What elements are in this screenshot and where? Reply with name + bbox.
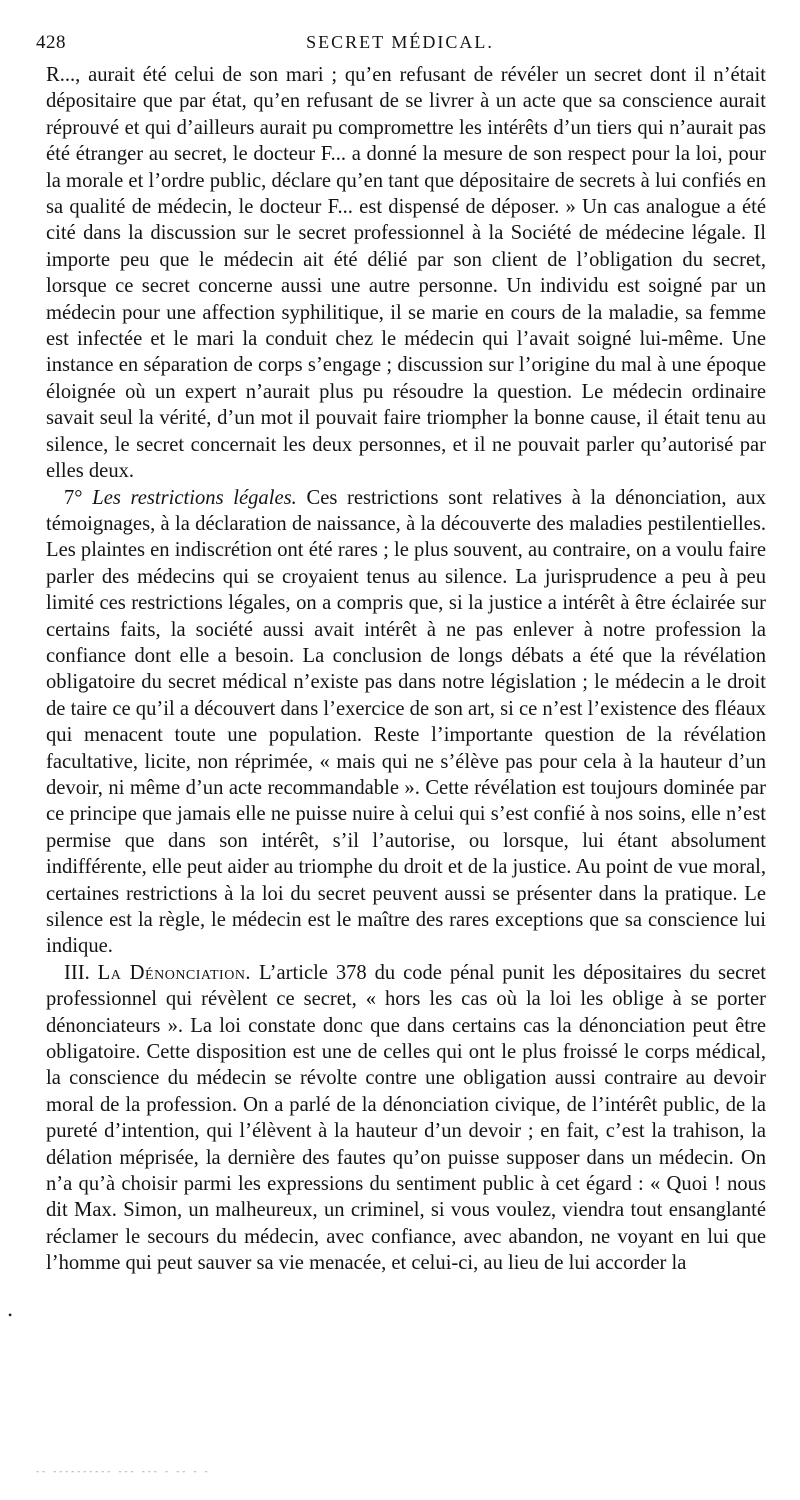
paragraph-restrictions bbox=[46, 485, 766, 960]
paragraph-restrictions-text: Ces restrictions sont relatives à la dénonciation, aux témoignages, à la déclaration de naissance, à la découverte des maladies pestilentielles. Les plaintes en indiscrétion ont été rares ; le plus souvent, au contraire, on a voulu faire parler des médecins qui se croyaient tenus au silence. La jurisprudence a peu à peu limité ces restrictions légales, on a compris que, si la justice a intérêt à être éclairée sur certains faits, la société aussi avait intérêt à ne pas enlever à notre profession la confiance dont elle a besoin. La conclusion de longs débats a été que la révélation obligatoire du secret médical n’existe pas dans notre législation ; le médecin a le droit de taire ce qu’il a découvert dans l’exercice de son art, si ce n’est l’existence des fléaux qui menacent toute une population. Reste l’importante question de la révélation facultative, licite, non réprimée, « mais qui ne s’élève pas pour cela à la hauteur d’un devoir, ni même d’un acte recommandable ». Cette révélation est toujours dominée par ce principe que jamais elle ne puisse nuire à celui qui s’est confié à nos soins, elle n’est permise que dans son intérêt, s’il l’autorise, ou lorsque, lui étant absolument indifférente, elle peut aider au triomphe du droit et de la justice. Au point de vue moral, certaines restrictions à la loi du secret peuvent aussi se présenter dans la pratique. Le silence est la règle, le médecin est le maître des rares exceptions que sa conscience lui indique. bbox=[46, 486, 767, 958]
section-heading-restrictions: Les restrictions légales. bbox=[92, 486, 297, 509]
page-body bbox=[46, 62, 766, 1277]
section-number: III. bbox=[64, 961, 98, 984]
paragraph-continuation: R..., aurait été celui de son mari ; qu’en refusant de révéler un secret dont il n’était dépositaire que par état, qu’en refusant de se livrer à un acte que sa conscience aurait réprouvé et qui d’ailleurs aurait pu compromettre les intérêts d’un tiers qui n’aurait pas été étranger au secret, le docteur F... a donné la mesure de son respect pour la loi, pour la morale et l’ordre public, déclare qu’en tant que dépositaire de secrets à lui confiés en sa qualité de médecin, le docteur F... est dispensé de déposer. » Un cas analogue a été cité dans la discussion sur le secret professionnel à la Société de médecine légale. Il importe peu que le médecin ait été délié par son client de l’obligation du secret, lorsque ce secret concerne aussi une autre personne. Un individu est soigné par un médecin pour une affection syphilitique, il se marie en cours de la maladie, sa femme est infectée et le mari la conduit chez le médecin qui l’avait soigné lui-même. Une instance en séparation de corps s’engage ; discussion sur l’origine du mal à une époque éloignée où un expert n’aurait plus pu résoudre la question. Le médecin ordinaire savait seul la vérité, d’un mot il pouvait faire triompher la bonne cause, il était tenu au silence, le secret concernait les deux personnes, et il ne pouvait parler qu’autorisé par elles deux. bbox=[46, 64, 766, 483]
section-heading-denonciation: La Dénonciation. bbox=[97, 961, 252, 984]
footer-rule: -- ---------- --- --- - -- - - bbox=[36, 1466, 211, 1474]
section-number: 7° bbox=[64, 486, 93, 509]
page-number: 428 bbox=[36, 32, 66, 53]
paragraph-denonciation bbox=[46, 960, 766, 1277]
paragraph-denonciation-text: L’article 378 du code pénal punit les dépositaires du secret professionnel qui révèlent ce secret, « hors les cas où la loi les oblige à se porter dénonciateurs ». La loi constate donc que dans certains cas la dénonciation peut être obligatoire. Cette disposition est une de celles qui ont le plus froissé le corps médical, la conscience du médecin se révolte contre une obligation aussi contraire au devoir moral de la profession. On a parlé de la dénonciation civique, de l’intérêt public, de la pureté d’intention, qui l’élèvent à la hauteur d’un devoir ; en fait, c’est la trahison, la délation méprisée, la dernière des fautes qu’on puisse supposer dans un médecin. On n’a qu’à choisir parmi les expressions du sentiment public à cet égard : « Quoi ! nous dit Max. Simon, un malheureux, un criminel, si vous voulez, viendra tout ensanglanté réclamer le secours du médecin, avec confiance, avec abandon, ne voyant en lui que l’homme qui peut sauver sa vie menacée, et celui-ci, au lieu de lui accorder la bbox=[46, 961, 766, 1275]
running-title: SECRET MÉDICAL. bbox=[306, 32, 494, 52]
margin-dot: • bbox=[8, 1308, 13, 1322]
page-header bbox=[36, 32, 764, 58]
